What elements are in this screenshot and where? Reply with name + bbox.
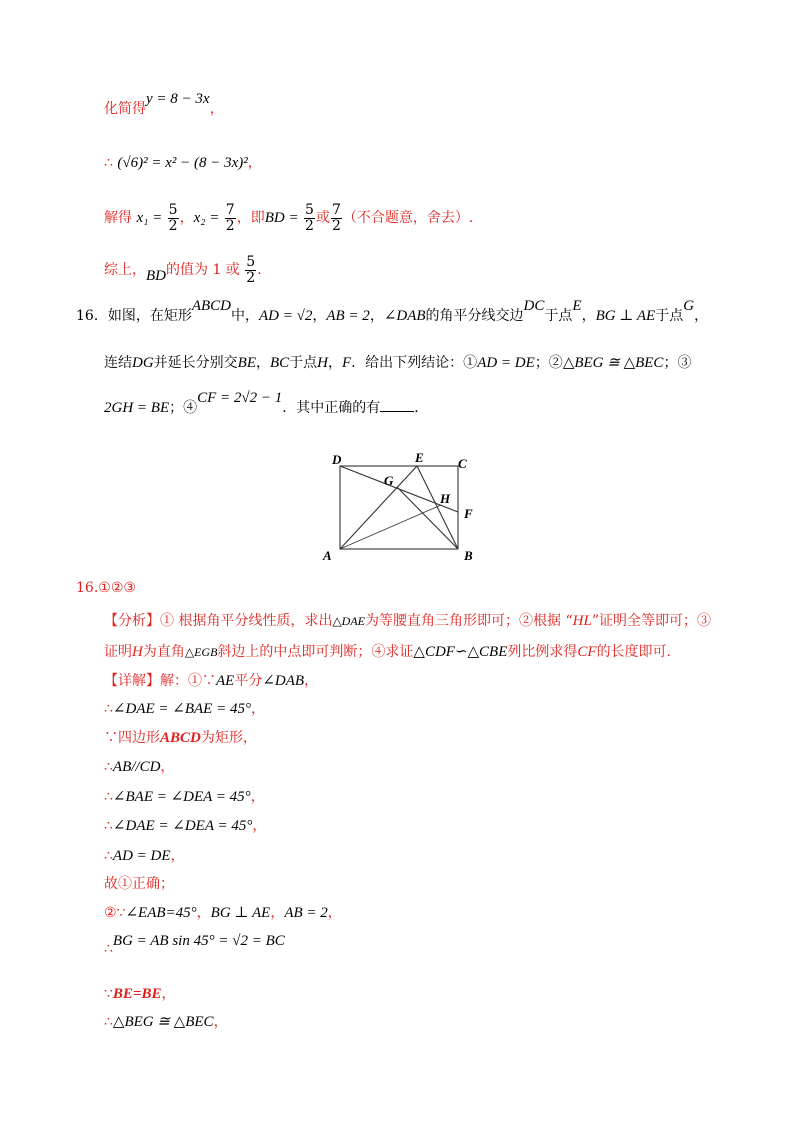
math-expr: BD = [264,210,299,227]
text: 解：①∵ [160,673,216,689]
math-expr: ∠DAB [262,673,305,689]
question-line-2 [104,352,691,372]
math-expr: CF = 2√2 − 1 [197,390,283,406]
text: ， [328,355,343,371]
detail-6 [104,815,266,835]
text: ∵ [104,986,113,1002]
math-expr: △EGB [184,645,218,659]
text: 故①正确； [104,876,174,892]
math-expr: (√6)² = x² − (8 − 3x)² [117,155,248,171]
text: 为矩形， [200,730,257,746]
math-expr: E [572,298,582,314]
math-expr: x₂ = [193,210,220,227]
math-expr: AD = DE [477,355,535,371]
text: ”证明全等即可；③ [591,613,711,629]
denominator: 2 [246,269,256,286]
math-expr: G [683,298,695,314]
text: ∴ [104,848,113,864]
text: ②∵ [104,905,126,921]
text: 【详解】 [104,673,160,689]
text: ∵四边形 [104,730,160,746]
text: ， [213,1014,228,1030]
label-h: H [440,491,451,506]
denominator: 2 [305,217,314,234]
text: ∴ [104,818,113,834]
fraction [225,203,236,233]
text: ， [327,905,342,921]
text: ∴ [104,759,113,775]
text: ， [304,673,319,689]
fraction [331,203,342,233]
label-e: E [415,450,424,465]
text: 的角平分线交边 [425,308,524,324]
fraction [304,203,315,233]
detail-12 [104,1011,228,1031]
fraction [245,255,256,285]
text: ；④ [169,400,198,416]
text: ， [369,308,384,324]
text: ， [312,308,327,324]
text: 列比例求得 [507,644,578,660]
detail-10 [104,933,285,957]
text: 【分析】 [104,613,160,629]
text: ， [209,101,224,117]
math-expr: △BEG ≅ △BEC [562,355,664,371]
text: ．其中正确的有 [282,400,381,416]
text: 为等腰直角三角形即可；②根据 “ [365,613,573,629]
math-expr: AD = DE [112,848,171,864]
text: ， [160,759,175,775]
math-expr: AB//CD [112,759,161,775]
text: ，即 [236,210,265,227]
math-expr: F [342,355,352,371]
text: 化简得 [104,101,146,117]
fraction [168,203,179,233]
segment-ah [340,505,441,549]
text: ；③ [663,355,692,371]
step-simplify [104,91,224,118]
math-expr: ∠DAE = ∠DEA = 45° [112,818,253,834]
segment-ae [340,466,417,549]
math-expr: HL [572,613,592,629]
math-expr: CF [577,644,597,660]
label-d: D [332,452,342,467]
math-expr: AD = √2 [259,308,313,324]
detail-11 [104,983,176,1003]
text: ， [179,210,194,227]
step-conclusion [104,255,262,285]
step-equation [104,152,262,172]
text: 中， [231,308,259,324]
text: 连结 [104,355,132,371]
math-expr: 2GH = BE [104,400,170,416]
detail-7 [104,845,185,865]
step-solve [104,203,473,233]
text: 的值为 1 或 [166,262,240,279]
denominator: 2 [168,217,178,234]
math-expr: DG [132,355,154,371]
math-expr: ∠DAB [383,308,426,324]
math-expr: x₁ = [136,210,163,227]
answer-blank [380,411,414,412]
text: ① 根据角平分线性质，求出 [160,613,333,629]
text: 16．如图，在矩形 [76,308,192,324]
text: 为直角 [142,644,185,660]
numerator: 5 [168,202,178,218]
math-expr: y = 8 − 3x [146,91,210,107]
text: 平分 [234,673,263,689]
text: 证明 [104,644,132,660]
text: ∴ [104,789,113,805]
label-f: F [464,506,473,521]
text: ． [414,400,429,416]
rectangle-abcd [340,466,458,549]
detail-1 [104,670,318,690]
math-expr: BG = AB sin 45° = √2 = BC [112,933,285,949]
figure-lines [340,466,458,549]
text: ， [270,905,285,921]
text: ， [161,986,176,1002]
math-expr: AE [216,673,235,689]
label-g: G [384,473,394,488]
detail-9 [104,902,342,922]
math-expr: AB = 2 [284,905,328,921]
math-expr: BE=BE [112,986,162,1002]
math-expr: H [317,355,329,371]
text: ， [196,905,211,921]
text: . [257,262,262,279]
text: 于点 [655,308,684,324]
denominator: 2 [331,217,341,234]
numerator: 7 [225,202,235,218]
math-expr: ∠DAE = ∠BAE = 45° [112,701,251,717]
answer: 16.①②③ [76,580,136,596]
denominator: 2 [225,217,235,234]
detail-4 [104,756,174,776]
math-expr: BD [146,268,166,285]
numerator: 5 [246,254,256,270]
math-expr: ∠EAB=45° [125,905,197,921]
math-expr: BE [237,355,256,371]
geometry-figure [318,448,494,566]
math-expr: BG ⊥ AE [210,905,271,921]
math-expr: ABCD [191,298,231,314]
text: ， [170,848,185,864]
numerator: 5 [305,202,314,218]
text: 斜边上的中点即可判断；④求证 [217,644,414,660]
math-expr: H [132,644,143,660]
numerator: 7 [331,202,341,218]
question-line-1 [76,298,709,325]
text: （不合题意，舍去）. [342,210,474,227]
text: ， [252,818,267,834]
math-expr: △CDF∽△CBE [413,644,508,660]
analysis-line-2 [104,641,671,661]
text: ， [250,789,265,805]
text: ， [247,155,262,171]
text: ∴ [104,1014,113,1030]
text: ， [250,701,265,717]
analysis-line-1 [104,610,711,630]
math-expr: ∠BAE = ∠DEA = 45° [112,789,251,805]
text: 或 [315,210,330,227]
detail-2 [104,698,265,718]
math-expr: AB = 2 [326,308,370,324]
text: ．给出下列结论：① [351,355,478,371]
text: ， [581,308,596,324]
math-expr: ABCD [160,730,201,746]
segment-be [417,466,458,549]
text: 于点 [289,355,318,371]
math-expr: DC [523,298,545,314]
detail-5 [104,786,265,806]
text: ∴ [104,701,113,717]
math-expr: BC [270,355,290,371]
therefore-symbol: ∴ [104,155,113,171]
text: 解得 [104,210,132,227]
text: ；② [534,355,563,371]
text: 于点 [544,308,573,324]
text: 的长度即可. [596,644,672,660]
detail-8 [104,873,174,893]
text: 综上， [104,262,146,279]
math-expr: △DAE [332,614,366,628]
math-expr: △BEG ≅ △BEC [112,1014,214,1030]
text: ， [256,355,270,371]
label-a: A [323,548,332,563]
label-b: B [464,548,473,563]
label-c: C [458,456,467,471]
detail-3 [104,727,257,747]
question-line-3 [104,390,429,417]
text: ， [694,308,709,324]
text: 并延长分别交 [153,355,238,371]
therefore-symbol: ∴ [104,941,113,957]
math-expr: BG ⊥ AE [595,308,656,324]
